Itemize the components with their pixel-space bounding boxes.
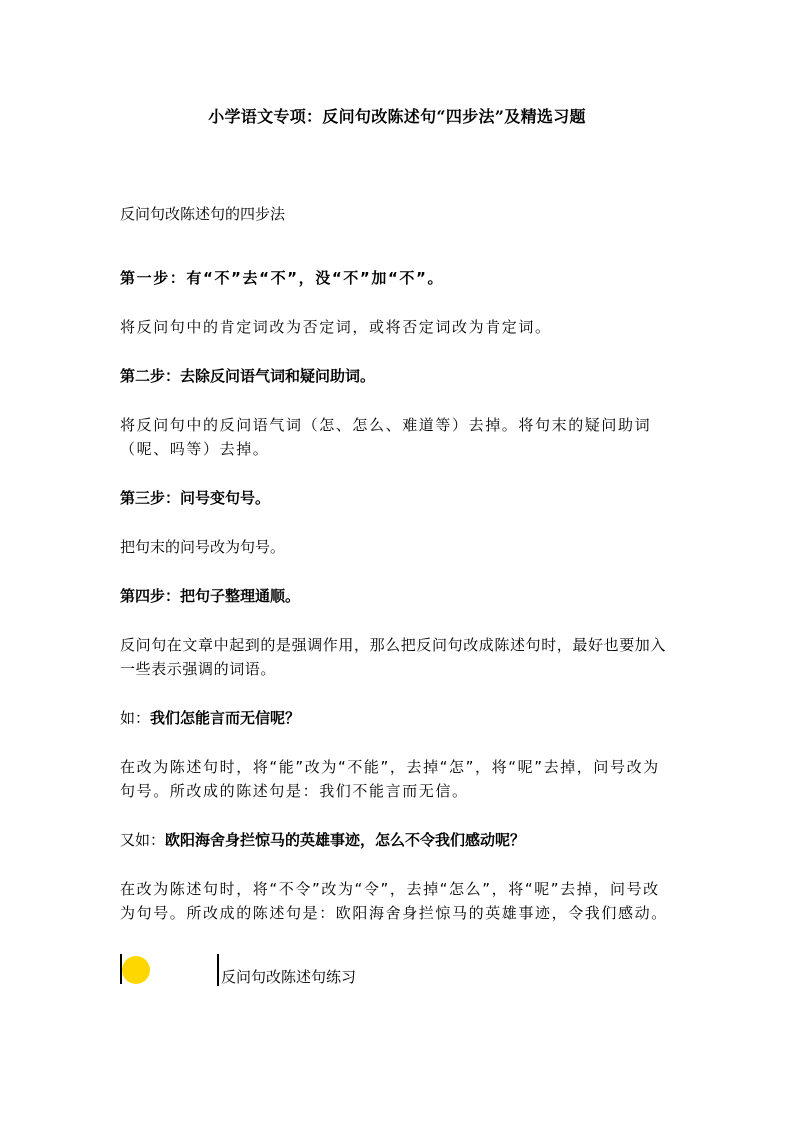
section-vertical-rule	[217, 954, 219, 986]
step3-heading: 第三步：问号变句号。	[120, 489, 271, 507]
step4-heading: 第四步：把句子整理通顺。	[120, 587, 301, 605]
step1-body: 将反问句中的肯定词改为否定词，或将否定词改为肯定词。	[120, 318, 552, 336]
example2-label: 又如：	[120, 831, 166, 849]
step3-body: 把句末的问号改为句号。	[120, 538, 286, 556]
yellow-circle-icon	[122, 956, 150, 984]
example1-line	[120, 706, 676, 730]
example2-line	[120, 828, 676, 852]
step2-heading: 第二步：去除反问语气词和疑问助词。	[120, 367, 376, 385]
example2-sentence: 欧阳海舍身拦惊马的英雄事迹，怎么不令我们感动呢？	[165, 831, 526, 849]
example2-explain: 在改为陈述句时，将“不令”改为“令”，去掉“怎么”，将“呢”去掉，问号改为句号。所改成的陈述句是：欧阳海舍身拦惊马的英雄事迹，令我们感动。	[120, 880, 668, 922]
example1-label: 如：	[120, 709, 151, 727]
practice-section-label: 反问句改陈述句练习	[221, 968, 357, 986]
example1-explain: 在改为陈述句时，将“能”改为“不能”，去掉“怎”，将“呢”去掉，问号改为句号。所改成的陈述句是：我们不能言而无信。	[120, 758, 660, 800]
example1-sentence: 我们怎能言而无信呢？	[150, 709, 301, 727]
intro-text: 反问句改陈述句的四步法	[120, 205, 286, 223]
step1-heading: 第一步：有“不”去“不”，没“不”加“不”。	[120, 269, 445, 287]
page-title: 小学语文专项：反问句改陈述句“四步法”及精选习题	[208, 107, 586, 126]
step2-body: 将反问句中的反问语气词（怎、怎么、难道等）去掉。将句末的疑问助词（呢、吗等）去掉。	[120, 416, 652, 458]
step4-body: 反问句在文章中起到的是强调作用，那么把反问句改成陈述句时，最好也要加入一些表示强调的词语。	[120, 636, 667, 678]
